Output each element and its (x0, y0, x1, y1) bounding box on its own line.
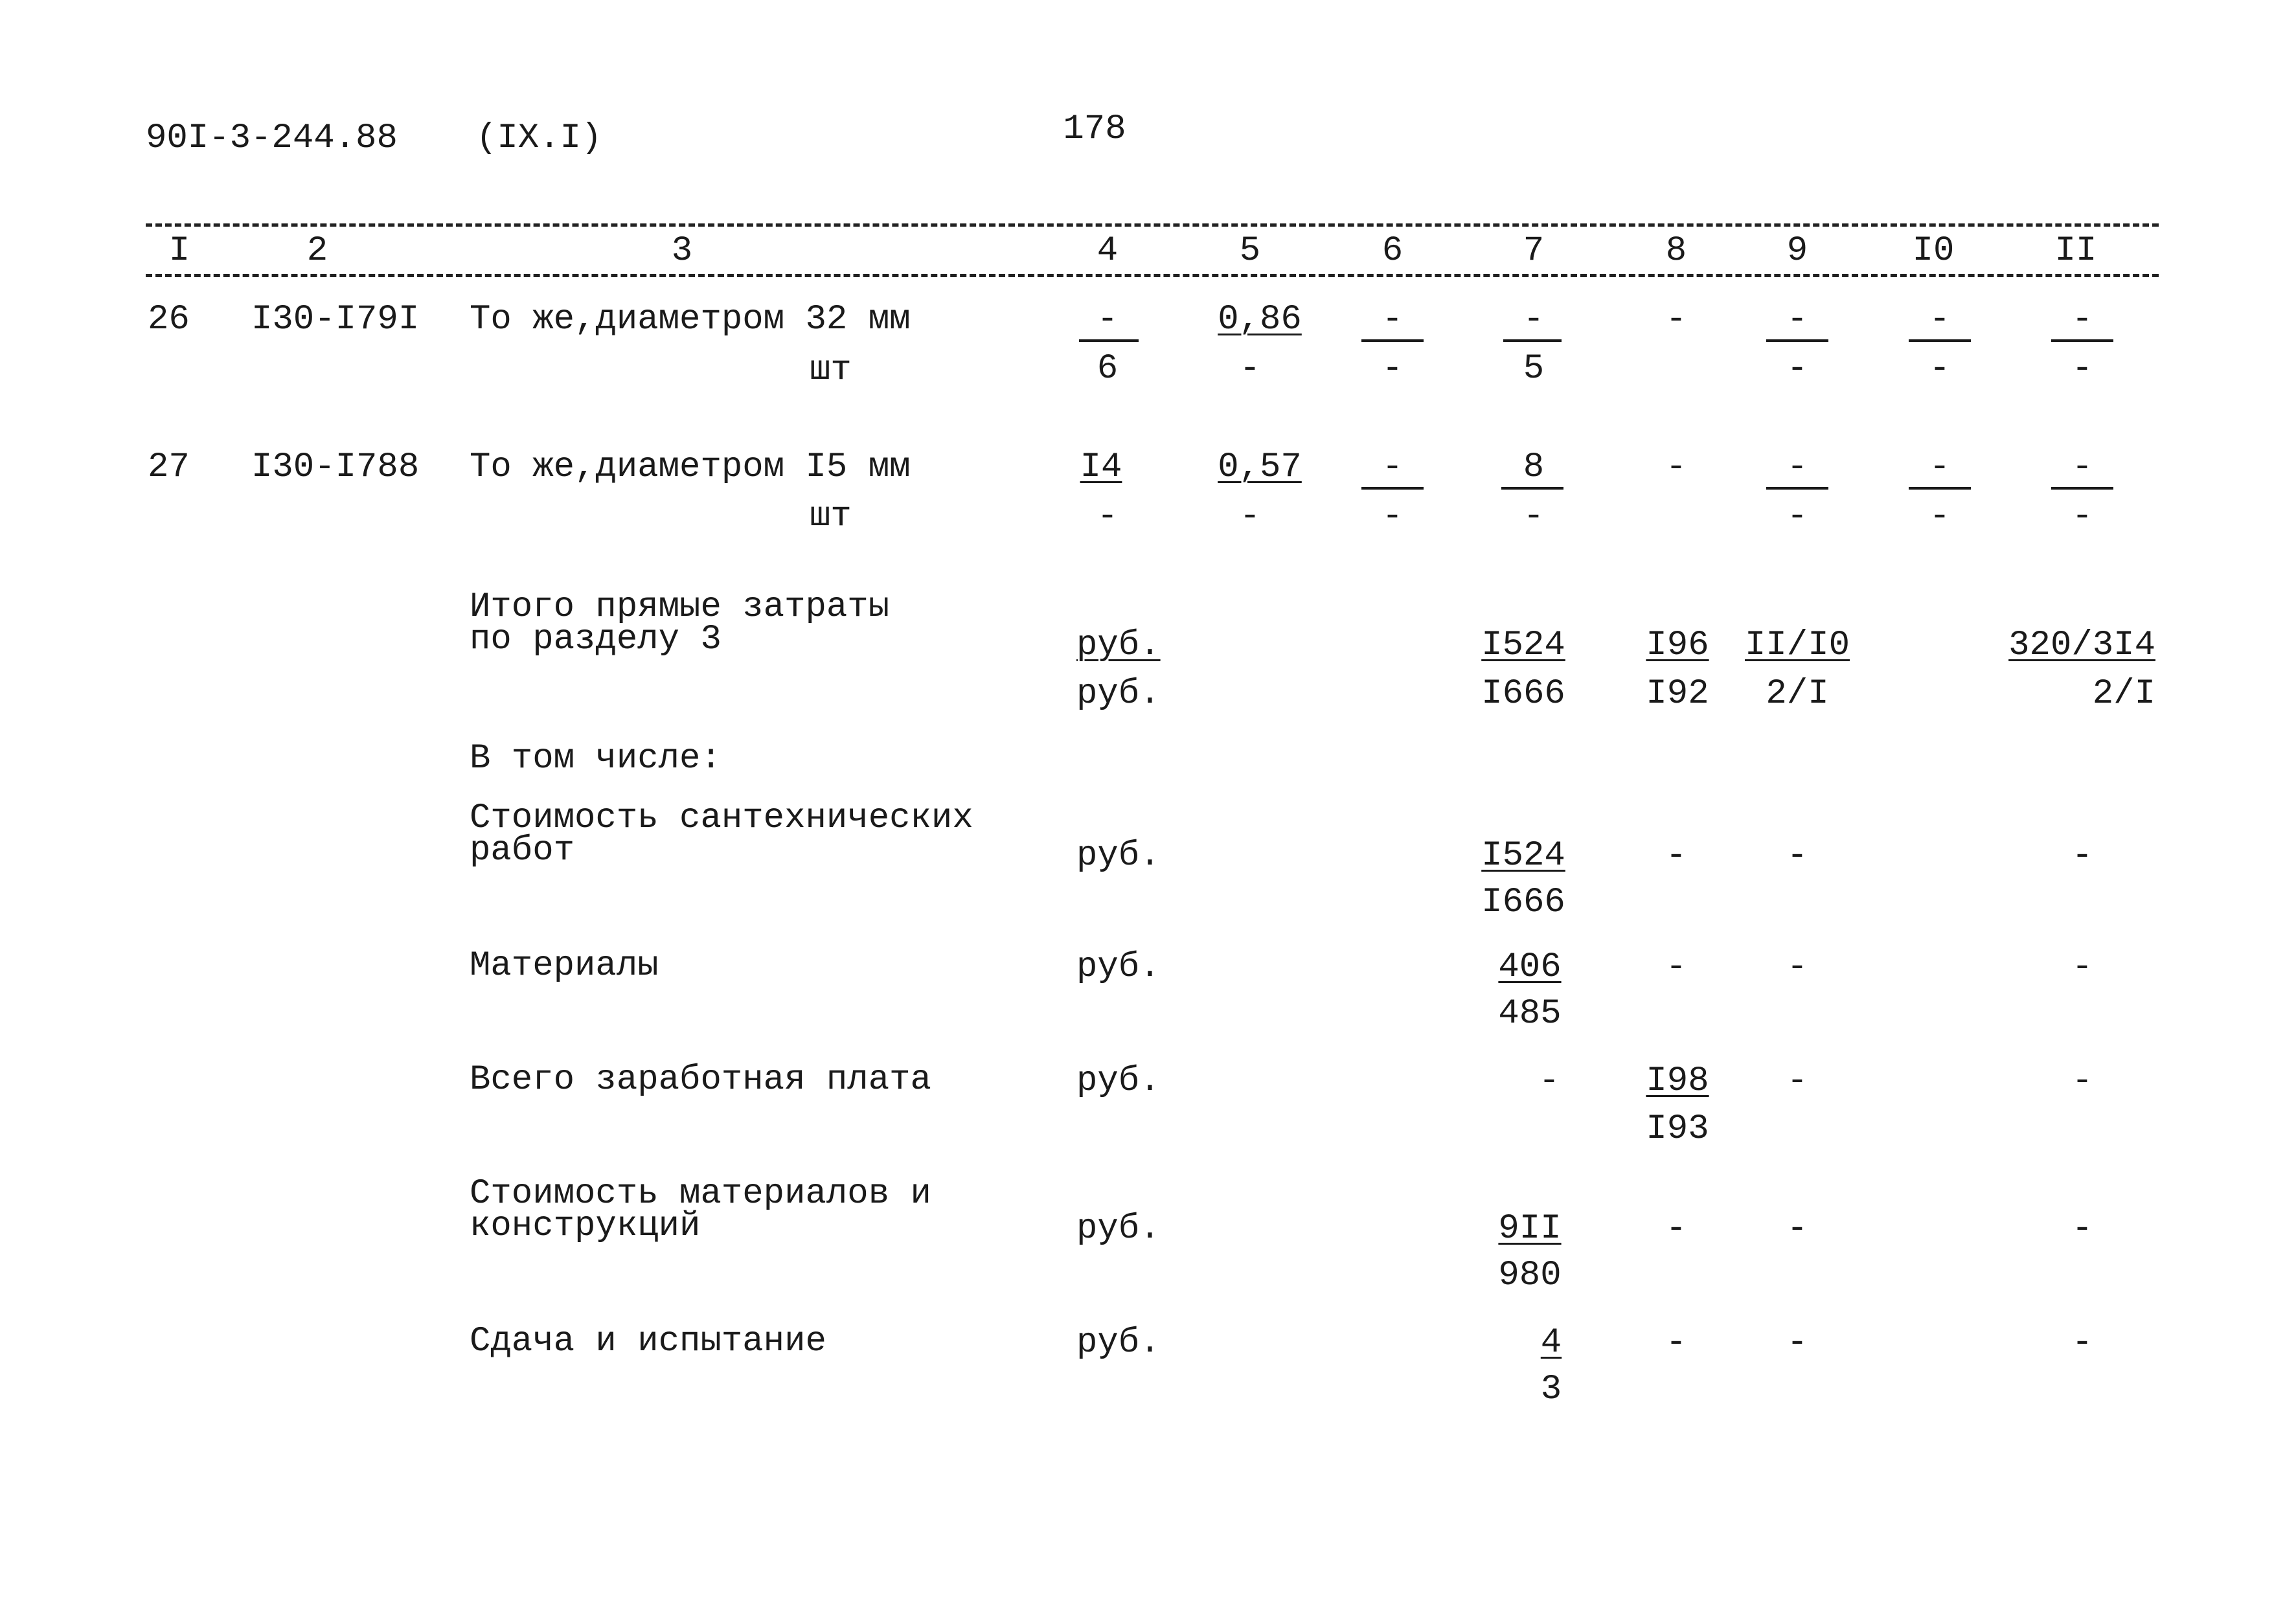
cell-6-bottom: - (1381, 497, 1404, 536)
item-c9: - (1786, 836, 1808, 876)
item-unit: руб. (1076, 836, 1161, 876)
cell-4-bottom: 6 (1097, 349, 1119, 389)
cell-7-bottom: - (1523, 497, 1545, 536)
cell-4-bottom: - (1097, 497, 1119, 536)
fraction-line (1361, 339, 1424, 342)
cell-6-bottom: - (1381, 349, 1404, 389)
item-c7-top: 4 (1540, 1323, 1562, 1363)
fraction-line (2051, 487, 2113, 490)
item-c7-bottom: 980 (1498, 1256, 1562, 1295)
fraction-line (1766, 339, 1828, 342)
cell-9-top: - (1786, 447, 1808, 487)
cell-5-bottom: - (1239, 349, 1261, 389)
total-c9-bottom: 2/I (1766, 674, 1829, 714)
cell-11-bottom: - (2071, 349, 2093, 389)
item-unit: руб. (1076, 1209, 1161, 1249)
item-c7: - (1538, 1061, 1560, 1101)
column-header-7: 7 (1518, 231, 1549, 272)
column-header-4: 4 (1092, 231, 1123, 272)
item-c8: - (1665, 836, 1687, 876)
cell-7-bottom: 5 (1523, 349, 1545, 389)
total-label-line2: по разделу 3 (470, 620, 722, 659)
item-label-line2: работ (470, 831, 575, 870)
column-header-8: 8 (1661, 231, 1692, 272)
document-code: 90I-3-244.88 (146, 119, 398, 158)
cell-11-bottom: - (2071, 497, 2093, 536)
column-header-1: I (164, 231, 195, 272)
item-unit: руб. (1076, 1323, 1161, 1363)
header-rule-bottom (146, 274, 2159, 277)
item-c11: - (2071, 1323, 2093, 1363)
cell-10-bottom: - (1929, 497, 1951, 536)
item-label-line1: Сдача и испытание (470, 1322, 826, 1361)
cell-5-top: 0,57 (1218, 447, 1302, 487)
item-label-line1: Стоимость материалов и (470, 1174, 931, 1214)
item-c11: - (2071, 1209, 2093, 1249)
item-c9: - (1786, 947, 1808, 987)
fraction-line (1361, 487, 1424, 490)
cell-5-bottom: - (1239, 497, 1261, 536)
cell-10-bottom: - (1929, 349, 1951, 389)
item-c7-bottom: 485 (1498, 994, 1562, 1034)
total-label-line1: Итого прямые затраты (470, 587, 890, 627)
row-number: 26 (148, 300, 190, 339)
cell-4-top: - (1097, 300, 1119, 339)
fraction-line (1501, 487, 1563, 490)
fraction-line (1503, 339, 1562, 342)
item-c11: - (2071, 947, 2093, 987)
total-c7-top: I524 (1481, 626, 1565, 665)
cell-9-bottom: - (1786, 349, 1808, 389)
fraction-line (1909, 487, 1971, 490)
item-c11: - (2071, 1061, 2093, 1101)
fraction-line (1766, 487, 1828, 490)
cell-6-top: - (1381, 447, 1404, 487)
total-c9-top: II/I0 (1744, 626, 1850, 665)
cell-7-top: 8 (1523, 447, 1545, 487)
row-unit: шт (810, 497, 852, 536)
item-c7-top: I524 (1481, 836, 1565, 876)
column-header-6: 6 (1377, 231, 1408, 272)
total-c8-bottom: I92 (1646, 674, 1709, 714)
item-c7-bottom: I666 (1481, 883, 1565, 922)
item-c9: - (1786, 1061, 1808, 1101)
total-c7-bottom: I666 (1481, 674, 1565, 714)
fraction-line (2051, 339, 2113, 342)
column-header-3: 3 (666, 231, 698, 272)
cell-8: - (1665, 300, 1687, 339)
item-c8: - (1665, 947, 1687, 987)
column-header-2: 2 (302, 231, 333, 272)
including-label: В том числе: (470, 739, 722, 778)
total-unit-top: руб. (1076, 626, 1161, 665)
column-header-5: 5 (1234, 231, 1266, 272)
item-c8-bottom: I93 (1646, 1109, 1709, 1149)
item-c7-top: 406 (1498, 947, 1562, 987)
item-label-line1: Всего заработная плата (470, 1060, 931, 1100)
item-label-line2: конструкций (470, 1206, 701, 1246)
item-c9: - (1786, 1209, 1808, 1249)
row-description: То же,диаметром 32 мм (470, 300, 911, 339)
fraction-line (1909, 339, 1971, 342)
row-description: То же,диаметром I5 мм (470, 447, 911, 487)
cell-6-top: - (1381, 300, 1404, 339)
header-rule-top (146, 223, 2159, 227)
item-c7-bottom: 3 (1540, 1370, 1562, 1409)
fraction-line (1079, 339, 1139, 342)
item-c7-top: 9II (1498, 1209, 1562, 1249)
column-header-11: II (2050, 231, 2102, 272)
cell-11-top: - (2071, 300, 2093, 339)
total-c11-top: 320/3I4 (2008, 626, 2155, 665)
item-unit: руб. (1076, 1061, 1161, 1101)
total-unit-bottom: руб. (1076, 674, 1161, 714)
cell-4-top: I4 (1080, 447, 1122, 487)
cell-7-top: - (1523, 300, 1545, 339)
cell-10-top: - (1929, 447, 1951, 487)
item-label-line1: Материалы (470, 946, 659, 986)
item-c11: - (2071, 836, 2093, 876)
item-unit: руб. (1076, 947, 1161, 987)
item-c8: - (1665, 1209, 1687, 1249)
column-header-9: 9 (1782, 231, 1813, 272)
cell-11-top: - (2071, 447, 2093, 487)
item-c8-top: I98 (1646, 1061, 1709, 1101)
item-c9: - (1786, 1323, 1808, 1363)
section-code: (IX.I) (476, 119, 602, 158)
cell-8: - (1665, 447, 1687, 487)
total-c11-bottom: 2/I (2092, 674, 2155, 714)
row-number: 27 (148, 447, 190, 487)
total-c8-top: I96 (1646, 626, 1709, 665)
row-unit: шт (810, 350, 852, 390)
row-code: I30-I788 (251, 447, 420, 487)
item-label-line1: Стоимость сантехнических (470, 798, 973, 838)
cell-5-top: 0,86 (1218, 300, 1302, 339)
cell-10-top: - (1929, 300, 1951, 339)
row-code: I30-I79I (251, 300, 420, 339)
column-header-10: I0 (1907, 231, 1960, 272)
item-c8: - (1665, 1323, 1687, 1363)
cell-9-top: - (1786, 300, 1808, 339)
page-number: 178 (1063, 109, 1126, 149)
cell-9-bottom: - (1786, 497, 1808, 536)
